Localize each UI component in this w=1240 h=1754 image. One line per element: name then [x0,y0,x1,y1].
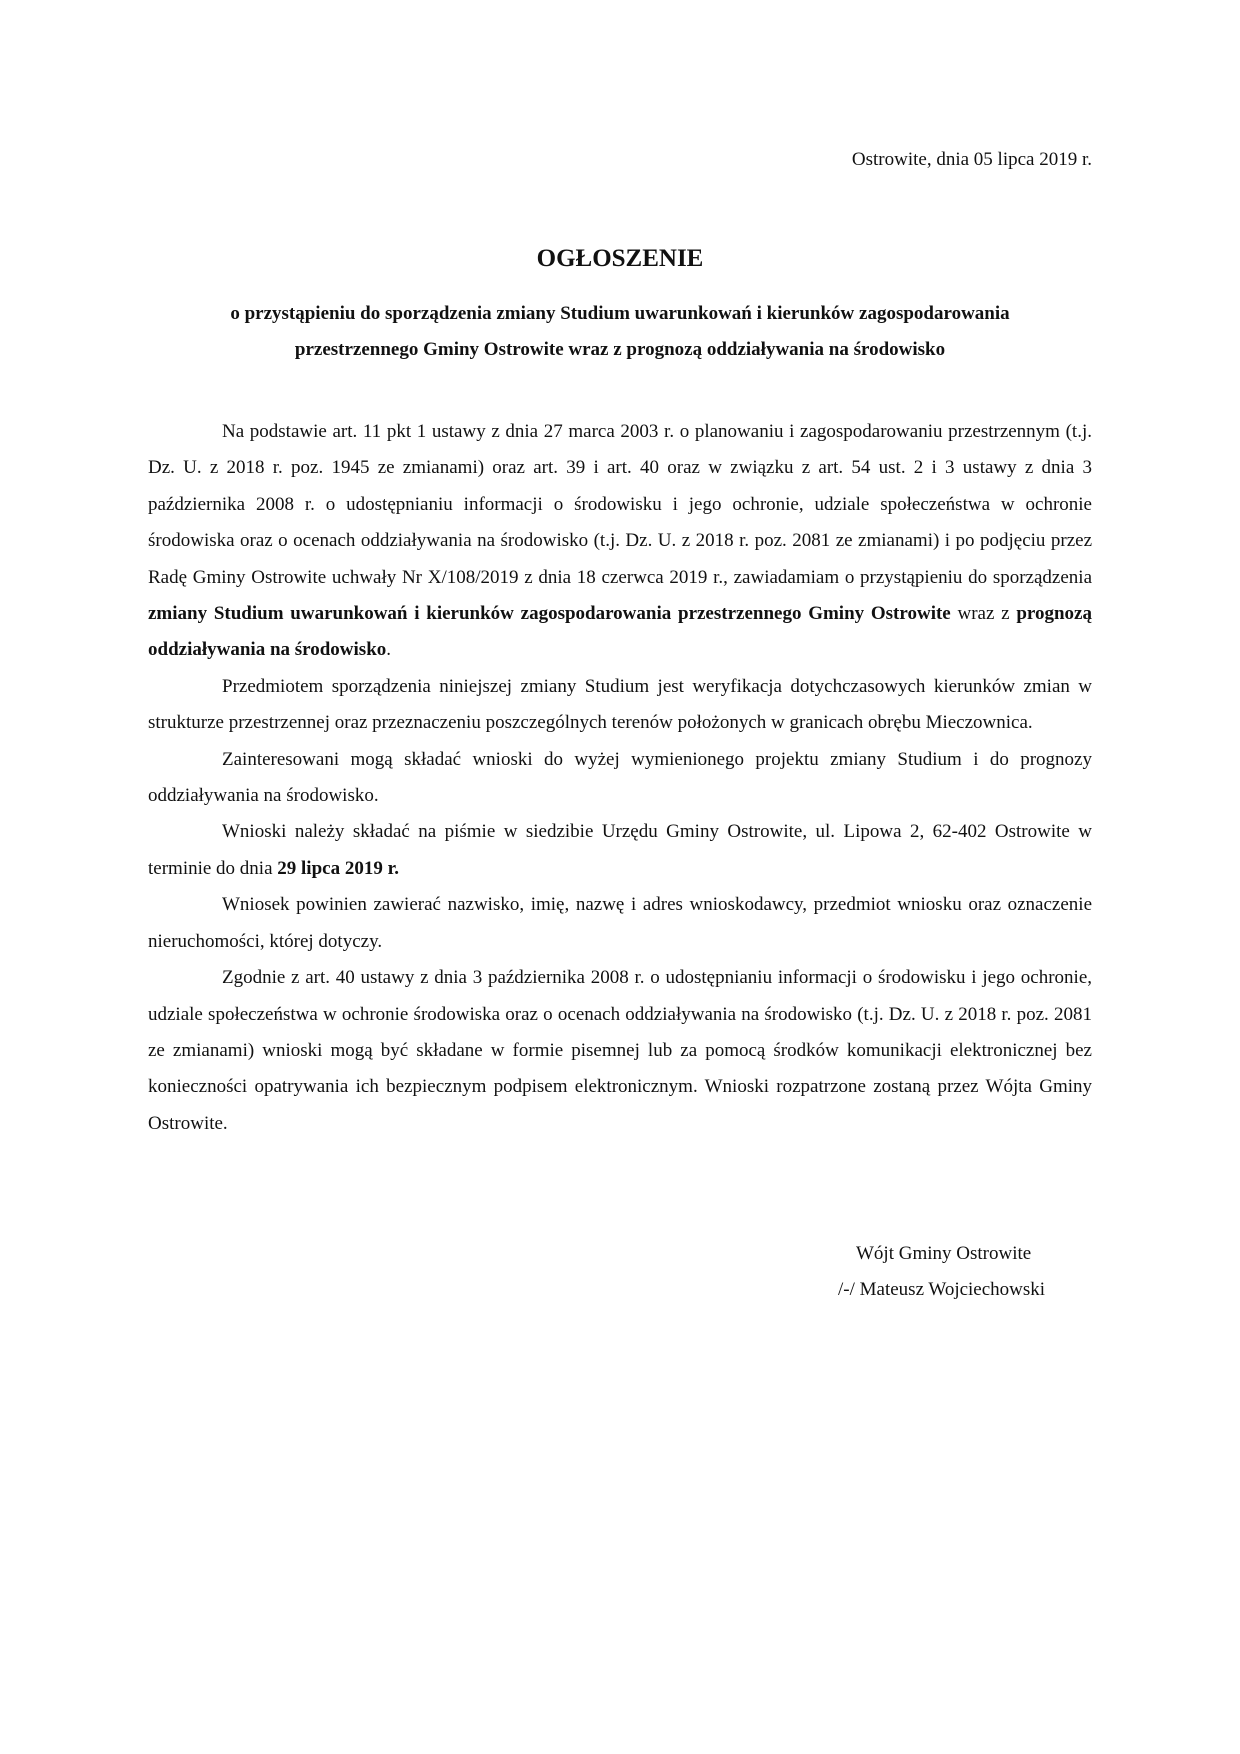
signature-name: /-/ Mateusz Wojciechowski [838,1279,1046,1300]
signature-title: Wójt Gminy Ostrowite [856,1243,1032,1264]
subtitle-line-1: o przystąpieniu do sporządzenia zmiany Studium uwarunkowań i kierunków zagospodarowania [230,303,1010,324]
paragraph-subject: Przedmiotem sporządzenia niniejszej zmiany Studium jest weryfikacja dotychczasowych kierunków zmian w strukturze przestrzennej oraz przeznaczeniu poszczególnych terenów położonych w granicach obrębu Mieczownica. [148,675,1092,734]
document-subtitle [150,296,1090,368]
paragraph-1-bold-subject: zmiany Studium uwarunkowań i kierunków zagospodarowania przestrzennego Gminy Ostrowite [148,603,951,625]
submission-deadline: 29 lipca 2019 r. [277,857,400,879]
paragraph-1-middle: wraz z [950,603,1017,625]
paragraph-request-contents: Wniosek powinien zawierać nazwisko, imię, nazwę i adres wnioskodawcy, przedmiot wniosku oraz oznaczenie nieruchomości, której dotyczy. [148,894,1092,952]
signature-block [838,1236,1045,1308]
document-title: OGŁOSZENIE [536,245,704,272]
paragraph-1-bold-forecast: prognozą oddziaływania na środowisko [148,603,1092,661]
subtitle-line-2: przestrzennego Gminy Ostrowite wraz z prognozą oddziaływania na środowisko [294,339,946,360]
paragraph-legal-basis [148,414,1092,669]
paragraph-electronic-submission: Zgodnie z art. 40 ustawy z dnia 3 października 2008 r. o udostępnianiu informacji o środowisku i jego ochronie, udziale społeczeństwa w ochronie środowiska oraz o ocenach oddziaływania na środowisko (t.j. Dz. U. z 2018 r. poz. 2081 ze zmianami) wnioski mogą być składane w formie pisemnej lub za pomocą środków komunikacji elektronicznej bez konieczności opatrywania ich bezpiecznym podpisem elektronicznym. Wnioski rozpatrzone zostaną przez Wójta Gminy Ostrowite. [148,967,1092,1134]
paragraph-interested-parties: Zainteresowani mogą składać wnioski do wyżej wymienionego projektu zmiany Studium i do prognozy oddziaływania na środowisko. [148,748,1092,807]
paragraph-4-text: Wnioski należy składać na piśmie w siedzibie Urzędu Gminy Ostrowite, ul. Lipowa 2, 62-402 Ostrowite w terminie do dnia [148,821,1092,879]
document-body [148,414,1092,1142]
paragraph-1-intro: Na podstawie art. 11 pkt 1 ustawy z dnia 27 marca 2003 r. o planowaniu i zagospodarowaniu przestrzennym (t.j. Dz. U. z 2018 r. poz. 1945 ze zmianami) oraz art. 39 i art. 40 oraz w związku z art. 54 ust. 2 i 3 ustawy z dnia 3 października 2008 r. o udostępnianiu informacji o środowisku i jego ochronie, udziale społeczeństwa w ochronie środowiska oraz o ocenach oddziaływania na środowisko (t.j. Dz. U. z 2018 r. poz. 2081 ze zmianami) i po podjęciu przez Radę Gminy Ostrowite uchwały Nr X/108/2019 z dnia 18 czerwca 2019 r., zawiadamiam o przystąpieniu do sporządzenia [148,421,1092,588]
place-date: Ostrowite, dnia 05 lipca 2019 r. [851,149,1092,170]
paragraph-1-end: . [386,639,392,661]
paragraph-submission [148,814,1092,887]
